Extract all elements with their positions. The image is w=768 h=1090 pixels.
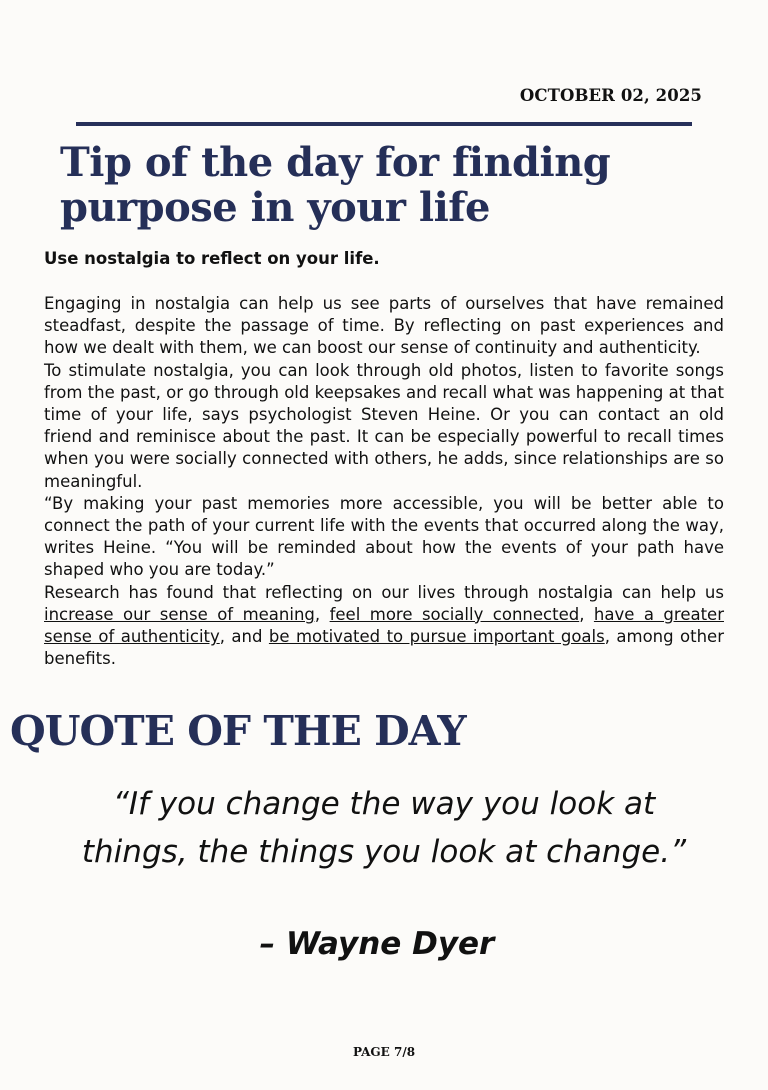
quote-line-2: things, the things you look at change.” <box>81 834 687 870</box>
link-pursue-goals[interactable]: be motivated to pursue important goals <box>268 627 605 647</box>
quote-author: – Wayne Dyer <box>259 926 495 962</box>
quote-text <box>40 780 728 876</box>
separator-3: , and <box>219 627 269 647</box>
link-increase-meaning[interactable]: increase our sense of meaning <box>44 604 315 624</box>
paragraph-2: To stimulate nostalgia, you can look through old photos, listen to favorite songs from the past, or go through old keepsakes and recall what was happening at that time of your life, says psychologist Steven Heine. Or you can contact an old friend and reminisce about the past. It can be especially powerful to recall times when you were socially connected with others, he adds, since relationships are so meaningful. <box>44 360 724 491</box>
paragraph-1: Engaging in nostalgia can help us see parts of ourselves that have remained steadfast, despite the passage of time. By reflecting on past experiences and how we dealt with them, we can boost our sense of continuity and authenticity. <box>44 294 724 358</box>
link-sense-of-authenticity[interactable]: have a greater sense of authenticity <box>44 604 724 647</box>
paragraph-4 <box>44 582 724 671</box>
page-number: PAGE 7/8 <box>352 1045 416 1059</box>
separator-2: , <box>579 604 594 624</box>
tip-subtitle: Use nostalgia to reflect on your life. <box>44 249 380 268</box>
title-line-2: purpose in your life <box>60 184 490 231</box>
quote-heading: QUOTE OF THE DAY <box>10 707 466 755</box>
article-body <box>44 293 724 670</box>
paragraph-4-end: , among other benefits. <box>44 627 724 669</box>
paragraph-3: “By making your past memories more accessible, you will be better able to connect the path of your current life with the events that occurred along the way, writes Heine. “You will be reminded about how the events of your path have shaped who you are today.” <box>44 493 724 580</box>
date-label: OCTOBER 02, 2025 <box>519 86 702 105</box>
page-title <box>60 140 720 230</box>
separator-1: , <box>314 604 330 624</box>
quote-line-1: “If you change the way you look at <box>112 786 656 822</box>
link-socially-connected[interactable]: feel more socially connected <box>329 604 580 624</box>
title-line-1: Tip of the day for finding <box>60 139 611 186</box>
header-divider <box>76 122 692 126</box>
paragraph-4-start: Research has found that reflecting on our lives through nostalgia can help us <box>44 582 724 602</box>
